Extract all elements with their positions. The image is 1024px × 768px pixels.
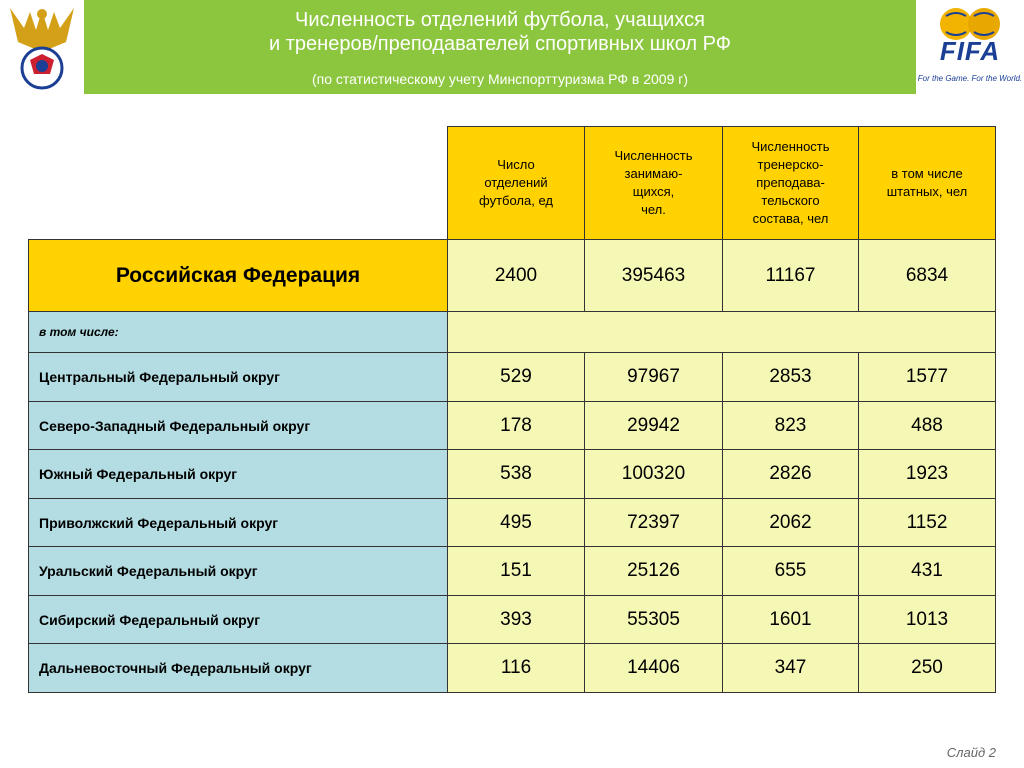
region-value-cell: 431 <box>858 546 996 596</box>
region-value-cell: 2853 <box>722 352 859 402</box>
col-header-line: щихся, <box>632 184 675 199</box>
col-header-coaches <box>722 126 859 240</box>
region-value-cell: 116 <box>447 643 585 693</box>
col-header-students <box>584 126 723 240</box>
col-header-line: Численность <box>614 148 693 163</box>
total-value-staff: 6834 <box>858 239 996 312</box>
col-header-line: футбола, ед <box>479 193 553 208</box>
region-label: Приволжский Федеральный округ <box>28 498 448 547</box>
region-label: Центральный Федеральный округ <box>28 352 448 402</box>
title-line-1: Численность отделений футбола, учащихся <box>295 9 705 31</box>
region-value-cell: 655 <box>722 546 859 596</box>
region-value-cell: 538 <box>447 449 585 499</box>
col-header-line: тельского <box>761 193 820 208</box>
region-value-cell: 29942 <box>584 401 723 450</box>
col-header-line: занимаю- <box>624 166 683 181</box>
region-label: Дальневосточный Федеральный округ <box>28 643 448 693</box>
region-value-cell: 347 <box>722 643 859 693</box>
subheader-empty-cell <box>447 311 996 353</box>
col-header-staff <box>858 126 996 240</box>
region-value-cell: 1577 <box>858 352 996 402</box>
region-label: Уральский Федеральный округ <box>28 546 448 596</box>
total-row-label: Российская Федерация <box>28 239 448 312</box>
region-label: Сибирский Федеральный округ <box>28 595 448 644</box>
col-header-line: в том числе <box>891 166 963 181</box>
col-header-departments <box>447 126 585 240</box>
slide-number: Слайд 2 <box>946 745 996 760</box>
page-subtitle: (по статистическому учету Минспорттуризма РФ в 2009 г) <box>311 71 689 87</box>
fifa-slogan: For the Game. For the World. <box>917 74 1023 83</box>
fifa-word: FIFA <box>939 36 1001 66</box>
region-value-cell: 1013 <box>858 595 996 644</box>
region-label: Северо-Западный Федеральный округ <box>28 401 448 450</box>
col-header-line: Численность <box>751 139 830 154</box>
page-title <box>84 8 916 56</box>
region-value-cell: 97967 <box>584 352 723 402</box>
col-header-line: штатных, чел <box>886 184 968 199</box>
region-label: Южный Федеральный округ <box>28 449 448 499</box>
col-header-line: Число <box>497 157 535 172</box>
region-value-cell: 1601 <box>722 595 859 644</box>
region-value-cell: 2062 <box>722 498 859 547</box>
fifa-logo <box>916 0 1024 96</box>
col-header-line: преподава- <box>756 175 825 190</box>
region-value-cell: 393 <box>447 595 585 644</box>
region-value-cell: 100320 <box>584 449 723 499</box>
region-value-cell: 488 <box>858 401 996 450</box>
col-header-line: отделений <box>484 175 548 190</box>
region-value-cell: 14406 <box>584 643 723 693</box>
total-value-coaches: 11167 <box>722 239 859 312</box>
col-header-line: состава, чел <box>752 211 829 226</box>
region-value-cell: 1923 <box>858 449 996 499</box>
region-value-cell: 2826 <box>722 449 859 499</box>
region-value-cell: 1152 <box>858 498 996 547</box>
region-value-cell: 72397 <box>584 498 723 547</box>
subheader-label: в том числе: <box>28 311 448 353</box>
region-value-cell: 250 <box>858 643 996 693</box>
rfs-emblem-logo <box>0 0 84 96</box>
region-value-cell: 25126 <box>584 546 723 596</box>
region-value-cell: 495 <box>447 498 585 547</box>
region-value-cell: 178 <box>447 401 585 450</box>
region-value-cell: 529 <box>447 352 585 402</box>
col-header-line: чел. <box>641 202 666 217</box>
region-value-cell: 151 <box>447 546 585 596</box>
region-value-cell: 55305 <box>584 595 723 644</box>
total-value-students: 395463 <box>584 239 723 312</box>
title-banner <box>84 0 916 94</box>
region-value-cell: 823 <box>722 401 859 450</box>
total-value-departments: 2400 <box>447 239 585 312</box>
col-header-line: тренерско- <box>757 157 824 172</box>
title-line-2: и тренеров/преподавателей спортивных школ РФ <box>269 33 731 55</box>
